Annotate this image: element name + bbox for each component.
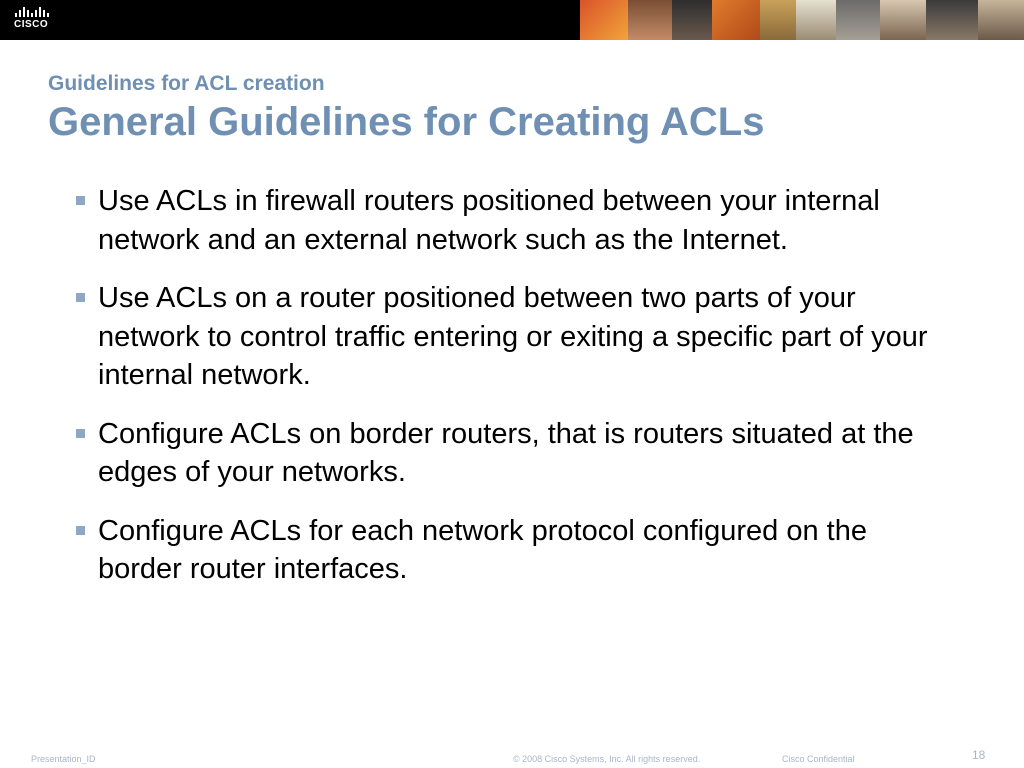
bullet-text: Use ACLs on a router positioned between two parts of your network to control traffic entering or exiting a specific part of your internal network. xyxy=(98,282,928,391)
bullet-list xyxy=(76,182,936,609)
top-banner xyxy=(0,0,1024,40)
square-bullet-icon xyxy=(76,293,85,302)
footer-confidential: Cisco Confidential xyxy=(782,754,855,764)
bullet-text: Configure ACLs on border routers, that is routers situated at the edges of your networks. xyxy=(98,417,914,488)
slide-subtitle: Guidelines for ACL creation xyxy=(48,72,325,95)
bullet-text: Configure ACLs for each network protocol configured on the border router interfaces. xyxy=(98,514,867,585)
cisco-logo xyxy=(14,7,58,33)
cisco-logo-text: CISCO xyxy=(14,19,49,30)
bullet-item xyxy=(76,512,936,589)
slide-title: General Guidelines for Creating ACLs xyxy=(48,100,765,144)
square-bullet-icon xyxy=(76,196,85,205)
cisco-bridge-icon xyxy=(15,7,58,17)
square-bullet-icon xyxy=(76,429,85,438)
page-number: 18 xyxy=(972,748,986,762)
bullet-item xyxy=(76,279,936,395)
people-photo-strip-icon xyxy=(580,0,1024,40)
footer-copyright: © 2008 Cisco Systems, Inc. All rights reserved. xyxy=(513,754,701,764)
bullet-item xyxy=(76,415,936,492)
footer-presentation-id: Presentation_ID xyxy=(31,754,96,764)
bullet-item xyxy=(76,182,936,259)
bullet-text: Use ACLs in firewall routers positioned between your internal network and an external network such as the Internet. xyxy=(98,185,880,256)
square-bullet-icon xyxy=(76,526,85,535)
